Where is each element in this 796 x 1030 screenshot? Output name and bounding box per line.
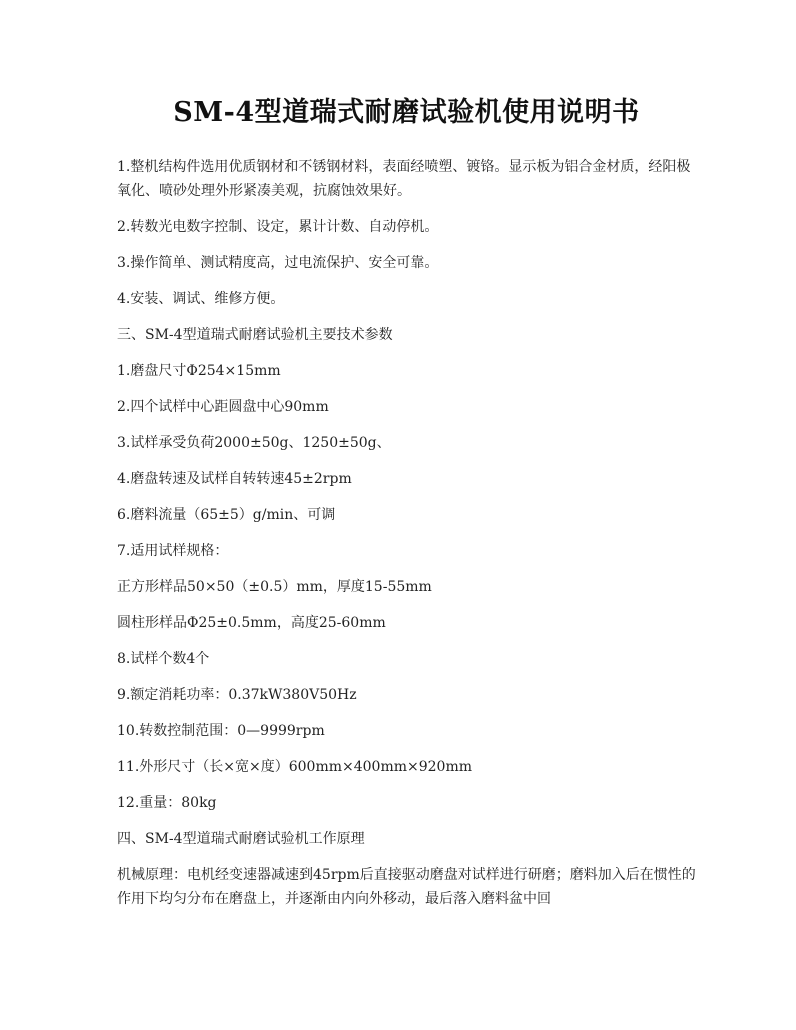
paragraph-feature-control: 2.转数光电数字控制、设定，累计计数、自动停机。 [117,219,439,235]
section-heading-parameters: 三、SM-4型道瑞式耐磨试验机主要技术参数 [117,327,393,343]
param-speed: 4.磨盘转速及试样自转转速45±2rpm [117,471,352,487]
param-dimensions: 11.外形尺寸（长×宽×度）600mm×400mm×920mm [117,759,473,775]
param-cylinder-sample: 圆柱形样品Φ25±0.5mm，高度25-60mm [117,615,386,631]
paragraph-feature-maintenance: 4.安装、调试、维修方便。 [117,291,285,307]
param-disc-size: 1.磨盘尺寸Φ254×15mm [117,363,281,379]
param-abrasive-flow: 6.磨料流量（65±5）g/min、可调 [117,507,336,523]
param-weight: 12.重量：80kg [117,795,217,811]
param-sample-distance: 2.四个试样中心距圆盘中心90mm [117,399,329,415]
param-sample-count: 8.试样个数4个 [117,651,210,667]
section-heading-principle: 四、SM-4型道瑞式耐磨试验机工作原理 [117,831,365,847]
param-square-sample: 正方形样品50×50（±0.5）mm，厚度15-55mm [117,579,432,595]
param-power: 9.额定消耗功率：0.37kW380V50Hz [117,687,357,703]
param-sample-spec: 7.适用试样规格： [117,543,229,559]
document-title: SM-4型道瑞式耐磨试验机使用说明书 [173,97,640,128]
param-load: 3.试样承受负荷2000±50g、1250±50g、 [117,435,391,451]
paragraph-feature-operation: 3.操作简单、测试精度高，过电流保护、安全可靠。 [117,255,439,271]
paragraph-intro-materials: 1.整机结构件选用优质钢材和不锈钢材料，表面经喷塑、镀铬。显示板为铝合金材质，经阳极氧化、喷砂处理外形紧凑美观，抗腐蚀效果好。 [117,159,691,199]
paragraph-mechanical-principle: 机械原理：电机经变速器减速到45rpm后直接驱动磨盘对试样进行研磨；磨料加入后在惯性的作用下均匀分布在磨盘上，并逐渐由内向外移动，最后落入磨料盆中回 [117,867,696,907]
param-rpm-range: 10.转数控制范围：0—9999rpm [117,723,325,739]
